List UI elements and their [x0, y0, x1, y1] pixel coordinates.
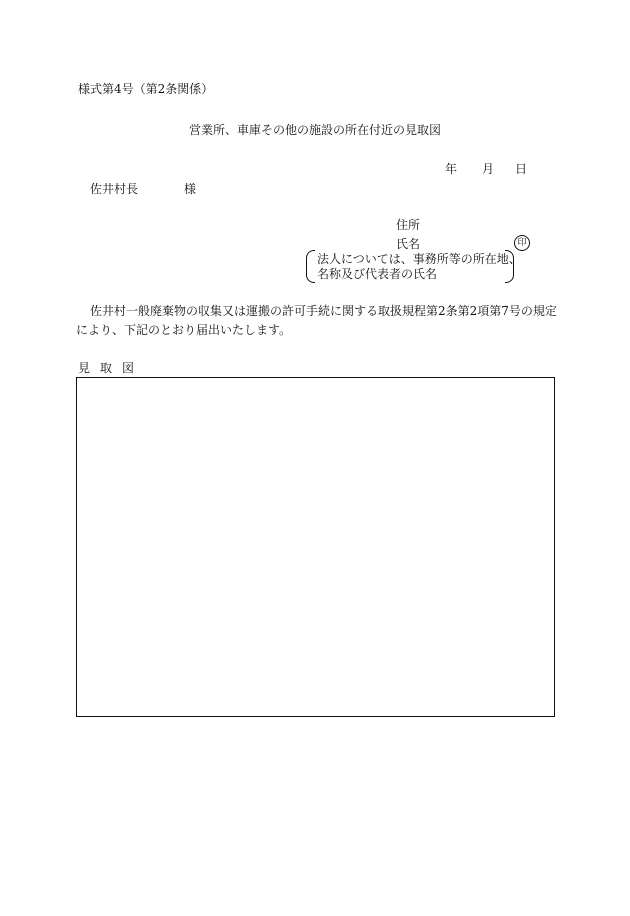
date-year-label: 年	[445, 162, 458, 176]
addressee-name: 佐井村長	[90, 182, 139, 196]
seal-icon: 印	[514, 235, 530, 251]
document-title: 営業所、車庫その他の施設の所在付近の見取図	[189, 123, 442, 137]
right-bracket	[505, 250, 514, 283]
date-month-label: 月	[482, 162, 495, 176]
map-drawing-area	[76, 377, 555, 717]
corporate-note-line2: 名称及び代表者の氏名	[317, 267, 438, 281]
form-number: 様式第4号（第2条関係）	[78, 82, 214, 96]
addressee-honorific: 様	[184, 182, 197, 196]
name-label: 氏名	[396, 237, 421, 251]
address-label: 住所	[396, 218, 421, 232]
corporate-note-line1: 法人については、事務所等の所在地、	[317, 252, 521, 266]
body-text-line2: により、下記のとおり届出いたします。	[76, 323, 292, 337]
body-text-line1: 佐井村一般廃棄物の収集又は運搬の許可手続に関する取扱規程第2条第2項第7号の規定	[90, 304, 557, 318]
date-day-label: 日	[515, 162, 528, 176]
left-bracket	[306, 250, 315, 283]
corporate-note	[306, 250, 521, 281]
map-section-label: 見取図	[78, 361, 145, 375]
